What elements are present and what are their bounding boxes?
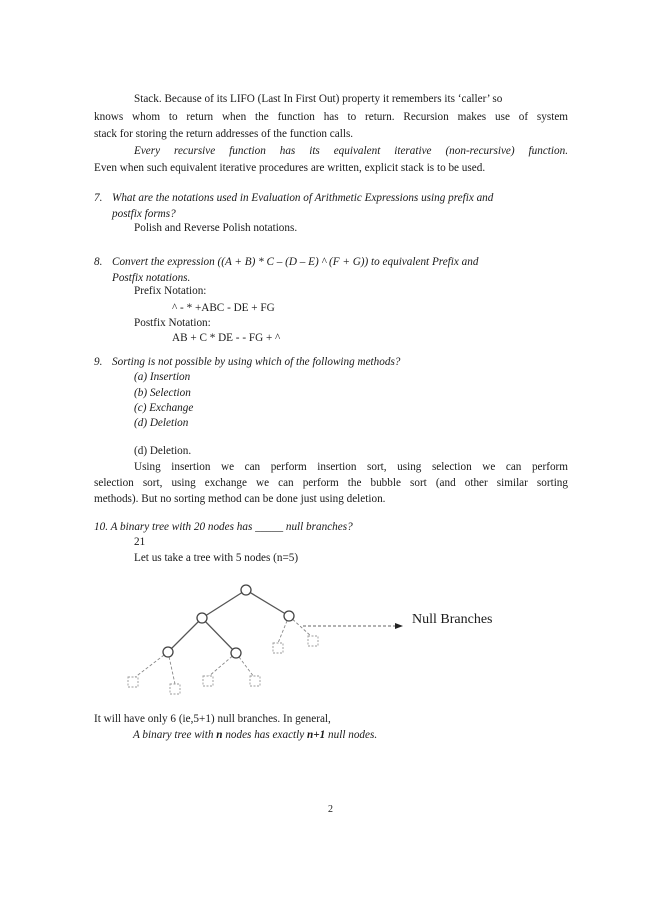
null-branches-label: Null Branches: [412, 612, 493, 627]
null-node: [273, 643, 283, 653]
q7-question-line-1: What are the notations used in Evaluation of Arithmetic Expressions using prefix and: [112, 192, 494, 204]
null-node: [250, 676, 260, 686]
q9-number: 9.: [94, 356, 103, 368]
null-node: [203, 676, 213, 686]
q9-explanation-line-2: selection sort, using exchange we can perform the bubble sort (and other similar sorting: [94, 477, 568, 489]
prefix-value: ^ - * +ABC - DE + FG: [172, 302, 275, 314]
tree-node: [163, 647, 173, 657]
null-node: [170, 684, 180, 694]
q9-explanation-line-3: methods). But no sorting method can be done just using deletion.: [94, 493, 386, 505]
q10-rule: [133, 728, 377, 742]
q10-conclusion: It will have only 6 (ie,5+1) null branches. In general,: [94, 713, 331, 725]
q9-option-b: (b) Selection: [134, 387, 191, 399]
null-node: [128, 677, 138, 687]
tree-node: [197, 613, 207, 623]
tree-edge: [202, 590, 246, 618]
q10-example: Let us take a tree with 5 nodes (n=5): [134, 552, 299, 564]
q7-question-line-2: postfix forms?: [112, 208, 176, 220]
q9-option-d: (d) Deletion: [134, 417, 189, 429]
q7-answer: Polish and Reverse Polish notations.: [134, 222, 298, 234]
q7-number: 7.: [94, 192, 103, 204]
postfix-label: Postfix Notation:: [134, 317, 211, 329]
tree-node: [284, 611, 294, 621]
q9-explanation-line-1: Using insertion we can perform insertion sort, using selection we can perform: [134, 461, 568, 473]
rule-text-c: null nodes.: [325, 729, 378, 741]
tree-edge: [168, 618, 202, 652]
q10-blank: _____: [255, 521, 284, 533]
rule-n: n: [216, 729, 223, 741]
q9-option-a: (a) Insertion: [134, 371, 191, 383]
rule-n-plus-1: n+1: [307, 729, 326, 741]
tree-edge: [202, 618, 236, 653]
intro-line-2: knows whom to return when the function has to return. Recursion makes use of system: [94, 111, 568, 123]
rule-text-a: A binary tree with: [133, 729, 217, 741]
q8-number: 8.: [94, 256, 103, 268]
q10-question-end: null branches?: [285, 521, 353, 533]
null-node: [308, 636, 318, 646]
q9-answer: (d) Deletion.: [134, 445, 192, 457]
tree-edge: [246, 590, 289, 616]
q10-number: 10.: [94, 521, 108, 533]
q9-question: Sorting is not possible by using which of the following methods?: [112, 356, 401, 368]
page-number: 2: [328, 804, 333, 815]
intro-line-4: Every recursive function has its equivalent iterative (non-recursive) function.: [134, 145, 568, 157]
null-edge: [134, 652, 168, 678]
tree-node: [241, 585, 251, 595]
q10-question-start: A binary tree with 20 nodes has: [110, 521, 253, 533]
tree-node: [231, 648, 241, 658]
q9-option-c: (c) Exchange: [134, 402, 194, 414]
intro-line-3: stack for storing the return addresses of the function calls.: [94, 128, 354, 140]
q8-question-line-1: Convert the expression ((A + B) * C – (D – E) ^ (F + G)) to equivalent Prefix and: [112, 256, 479, 268]
intro-line-1: Stack. Because of its LIFO (Last In First Out) property it remembers its ‘caller’ so: [134, 93, 503, 105]
rule-text-b: nodes has exactly: [222, 729, 308, 741]
q8-question-line-2: Postfix notations.: [112, 272, 191, 284]
postfix-value: AB + C * DE - - FG + ^: [172, 332, 281, 344]
q10-answer: 21: [134, 536, 146, 548]
prefix-label: Prefix Notation:: [134, 285, 207, 297]
intro-line-5: Even when such equivalent iterative procedures are written, explicit stack is to be used.: [94, 162, 486, 174]
